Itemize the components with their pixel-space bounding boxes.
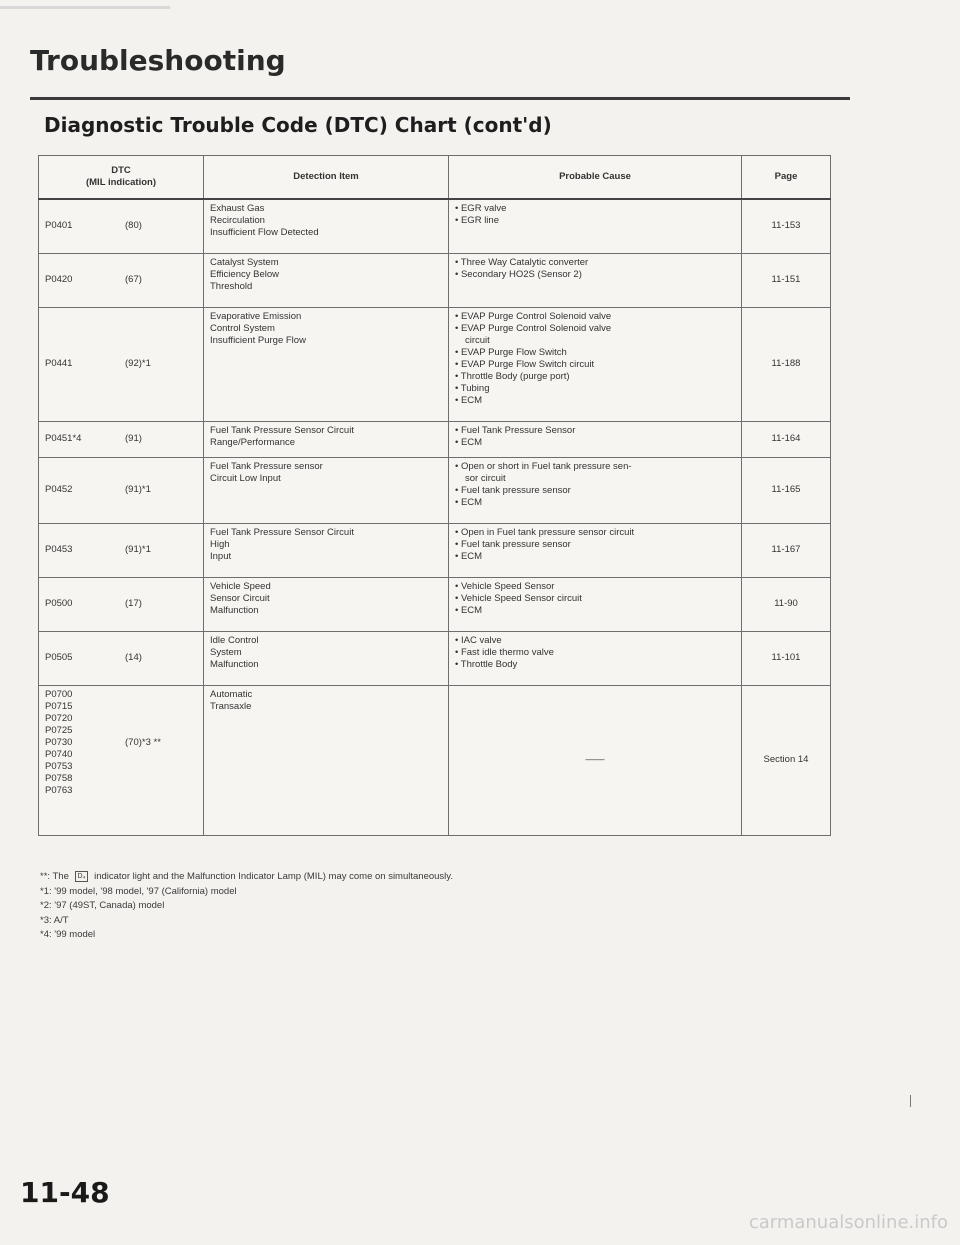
detection-item-line: Range/Performance bbox=[210, 436, 296, 448]
probable-cause-line: • EVAP Purge Control Solenoid valve bbox=[455, 310, 612, 322]
mil-indication: (91)*1 bbox=[125, 544, 151, 555]
detection-item-line: Evaporative Emission bbox=[210, 310, 302, 322]
probable-cause-cell bbox=[449, 523, 742, 577]
dtc-code: P0758 bbox=[45, 772, 73, 784]
page-number: 11-48 bbox=[20, 1176, 110, 1209]
detection-item-cell bbox=[204, 577, 449, 631]
title-rule bbox=[30, 97, 850, 100]
detection-item-line: Vehicle Speed bbox=[210, 580, 271, 592]
dtc-code-list bbox=[45, 358, 125, 370]
dtc-cell bbox=[39, 685, 204, 835]
probable-cause-cell bbox=[449, 199, 742, 253]
header-dtc bbox=[39, 156, 204, 200]
dtc-code-list bbox=[45, 433, 125, 445]
dtc-cell bbox=[39, 523, 204, 577]
d4-indicator-icon: D₄ bbox=[75, 871, 89, 882]
table-row bbox=[39, 253, 831, 307]
dtc-code: P0720 bbox=[45, 712, 73, 724]
probable-cause-cell bbox=[449, 307, 742, 421]
table-row bbox=[39, 685, 831, 835]
dtc-code-wrap bbox=[45, 484, 197, 496]
detection-item-line: Threshold bbox=[210, 280, 253, 292]
detection-item-cell bbox=[204, 253, 449, 307]
table-row bbox=[39, 577, 831, 631]
page-reference: Section 14 bbox=[742, 685, 831, 835]
mil-indication: (91)*1 bbox=[125, 484, 151, 495]
probable-cause-line: • ECM bbox=[455, 496, 483, 508]
dtc-code-list bbox=[45, 544, 125, 556]
dtc-cell bbox=[39, 199, 204, 253]
detection-item-line: Recirculation bbox=[210, 215, 265, 226]
top-edge-mark bbox=[0, 6, 170, 9]
detection-item-line: System bbox=[210, 646, 242, 658]
dtc-code: P0401 bbox=[45, 220, 73, 232]
mil-indication: (70)*3 ** bbox=[125, 736, 161, 748]
detection-item-line: Catalyst System bbox=[210, 256, 279, 268]
probable-cause-line: circuit bbox=[465, 334, 490, 346]
dtc-code: P0763 bbox=[45, 784, 73, 796]
dtc-cell bbox=[39, 577, 204, 631]
probable-cause-cell bbox=[449, 253, 742, 307]
mil-indication: (91) bbox=[125, 433, 142, 444]
page-reference: 11-164 bbox=[742, 421, 831, 457]
table-row bbox=[39, 457, 831, 523]
dtc-code: P0451*4 bbox=[45, 433, 82, 444]
detection-item-line: Insufficient Flow Detected bbox=[210, 227, 319, 238]
dtc-code: P0715 bbox=[45, 700, 73, 712]
footnote-3: *3: A/T bbox=[40, 914, 69, 926]
detection-item-cell bbox=[204, 421, 449, 457]
probable-cause-line: • Fuel tank pressure sensor bbox=[455, 484, 571, 496]
probable-cause-cell bbox=[449, 421, 742, 457]
detection-item-cell bbox=[204, 199, 449, 253]
table-row bbox=[39, 199, 831, 253]
dtc-code: P0725 bbox=[45, 724, 73, 736]
probable-cause-line: • ECM bbox=[455, 436, 483, 448]
dtc-code-wrap bbox=[45, 652, 197, 664]
table-body bbox=[39, 199, 831, 835]
detection-item-line: Insufficient Purge Flow bbox=[210, 334, 306, 346]
detection-item-line: Transaxle bbox=[210, 700, 252, 712]
probable-cause-line: • Secondary HO2S (Sensor 2) bbox=[455, 268, 582, 280]
detection-item-line: Exhaust Gas bbox=[210, 203, 265, 214]
dtc-code-list bbox=[45, 274, 125, 286]
detection-item-line: Fuel Tank Pressure Sensor Circuit bbox=[210, 424, 354, 436]
table-row bbox=[39, 421, 831, 457]
probable-cause-line: • EVAP Purge Flow Switch circuit bbox=[455, 358, 595, 370]
detection-item-line: Automatic bbox=[210, 688, 253, 700]
mil-indication: (92)*1 bbox=[125, 358, 151, 369]
footnotes bbox=[40, 870, 830, 943]
page-reference: 11-165 bbox=[742, 457, 831, 523]
probable-cause-line: —— bbox=[585, 754, 605, 765]
probable-cause-line: • Fuel tank pressure sensor bbox=[455, 538, 571, 550]
detection-item-cell bbox=[204, 631, 449, 685]
probable-cause-line: • ECM bbox=[455, 394, 483, 406]
probable-cause-line: • ECM bbox=[455, 604, 483, 616]
dtc-code: P0452 bbox=[45, 484, 73, 495]
dtc-cell bbox=[39, 253, 204, 307]
detection-item-line: Fuel Tank Pressure sensor bbox=[210, 460, 323, 472]
dtc-code-wrap bbox=[45, 220, 197, 232]
dtc-cell bbox=[39, 307, 204, 421]
chart-title: Diagnostic Trouble Code (DTC) Chart (cont'd) bbox=[44, 113, 552, 137]
table-row bbox=[39, 523, 831, 577]
page-reference: 11-90 bbox=[742, 577, 831, 631]
probable-cause-line: • IAC valve bbox=[455, 634, 502, 646]
detection-item-cell bbox=[204, 523, 449, 577]
detection-item-cell bbox=[204, 307, 449, 421]
dtc-code-wrap bbox=[45, 433, 197, 445]
probable-cause-line: • Vehicle Speed Sensor circuit bbox=[455, 592, 582, 604]
footnote-star bbox=[40, 870, 830, 885]
dtc-code: P0420 bbox=[45, 274, 73, 285]
probable-cause-line: • Open or short in Fuel tank pressure sen- bbox=[455, 460, 632, 472]
probable-cause-cell bbox=[449, 457, 742, 523]
section-title: Troubleshooting bbox=[30, 44, 286, 77]
detection-item-line: Circuit Low Input bbox=[210, 472, 281, 484]
dtc-code: P0453 bbox=[45, 544, 73, 555]
mil-indication: (80) bbox=[125, 220, 142, 232]
page-reference: 11-188 bbox=[742, 307, 831, 421]
dtc-table bbox=[38, 155, 831, 836]
dtc-cell bbox=[39, 457, 204, 523]
dtc-code-list bbox=[45, 652, 125, 664]
probable-cause-line: • Fuel Tank Pressure Sensor bbox=[455, 424, 576, 436]
header-probable-cause: Probable Cause bbox=[449, 156, 742, 200]
dtc-code: P0730 bbox=[45, 736, 73, 748]
probable-cause-line: • EVAP Purge Control Solenoid valve bbox=[455, 322, 612, 334]
detection-item-line: Efficiency Below bbox=[210, 268, 279, 280]
header-detection-item: Detection Item bbox=[204, 156, 449, 200]
detection-item-line: Malfunction bbox=[210, 604, 259, 616]
detection-item-line: Control System bbox=[210, 322, 275, 334]
mil-indication: (67) bbox=[125, 274, 142, 285]
probable-cause-cell bbox=[449, 685, 742, 835]
dtc-code-list bbox=[45, 484, 125, 496]
dtc-code: P0441 bbox=[45, 358, 73, 369]
probable-cause-line: • Throttle Body bbox=[455, 658, 518, 670]
header-dtc-line1: DTC bbox=[111, 165, 131, 176]
dtc-code-wrap bbox=[45, 358, 197, 370]
probable-cause-line: • Vehicle Speed Sensor bbox=[455, 580, 555, 592]
detection-item-line: Input bbox=[210, 550, 232, 562]
detection-item-line: Sensor Circuit bbox=[210, 592, 270, 604]
detection-item-line: Malfunction bbox=[210, 658, 259, 670]
dtc-code: P0740 bbox=[45, 748, 73, 760]
dtc-code: P0500 bbox=[45, 598, 73, 609]
dtc-code-wrap bbox=[45, 689, 197, 797]
probable-cause-line: • Throttle Body (purge port) bbox=[455, 370, 570, 382]
dtc-code-list bbox=[45, 220, 125, 232]
dtc-code: P0505 bbox=[45, 652, 73, 663]
mil-indication: (14) bbox=[125, 652, 142, 663]
watermark: carmanualsonline.info bbox=[748, 1212, 948, 1233]
probable-cause-line: • EGR valve bbox=[455, 203, 507, 214]
probable-cause-line: • Open in Fuel tank pressure sensor circuit bbox=[455, 526, 635, 538]
header-page: Page bbox=[742, 156, 831, 200]
header-dtc-line2: (MIL indication) bbox=[85, 177, 156, 188]
margin-tick bbox=[910, 1095, 911, 1107]
table-row bbox=[39, 631, 831, 685]
probable-cause-line: sor circuit bbox=[465, 472, 506, 484]
table-header-row bbox=[39, 156, 831, 200]
probable-cause-cell bbox=[449, 577, 742, 631]
dtc-code-wrap bbox=[45, 598, 197, 610]
dtc-code-list bbox=[45, 689, 125, 797]
footnote-star-suffix: indicator light and the Malfunction Indicator Lamp (MIL) may come on simultaneously. bbox=[94, 871, 453, 882]
detection-item-cell bbox=[204, 685, 449, 835]
footnote-2: *2: '97 (49ST, Canada) model bbox=[40, 900, 165, 911]
dtc-code-wrap bbox=[45, 544, 197, 556]
probable-cause-cell bbox=[449, 631, 742, 685]
probable-cause-line: • ECM bbox=[455, 550, 483, 562]
detection-item-line: High bbox=[210, 538, 230, 550]
page-reference: 11-167 bbox=[742, 523, 831, 577]
page-reference: 11-151 bbox=[742, 253, 831, 307]
page-reference: 11-153 bbox=[742, 199, 831, 253]
dtc-code: P0700 bbox=[45, 688, 73, 700]
probable-cause-line: • EGR line bbox=[455, 215, 499, 226]
dtc-cell bbox=[39, 421, 204, 457]
probable-cause-line: • Fast idle thermo valve bbox=[455, 646, 554, 658]
probable-cause-line: • Three Way Catalytic converter bbox=[455, 256, 589, 268]
footnote-1: *1: '99 model, '98 model, '97 (California) model bbox=[40, 885, 237, 897]
probable-cause-line: • Tubing bbox=[455, 382, 490, 394]
dtc-cell bbox=[39, 631, 204, 685]
dtc-code-wrap bbox=[45, 274, 197, 286]
table-row bbox=[39, 307, 831, 421]
detection-item-line: Fuel Tank Pressure Sensor Circuit bbox=[210, 526, 354, 538]
dtc-code-list bbox=[45, 598, 125, 610]
footnote-4: *4: '99 model bbox=[40, 929, 96, 940]
detection-item-cell bbox=[204, 457, 449, 523]
dtc-code: P0753 bbox=[45, 760, 73, 772]
probable-cause-line: • EVAP Purge Flow Switch bbox=[455, 346, 567, 358]
footnote-star-prefix: **: The bbox=[40, 871, 69, 882]
page-reference: 11-101 bbox=[742, 631, 831, 685]
mil-indication: (17) bbox=[125, 598, 142, 609]
detection-item-line: Idle Control bbox=[210, 634, 259, 646]
